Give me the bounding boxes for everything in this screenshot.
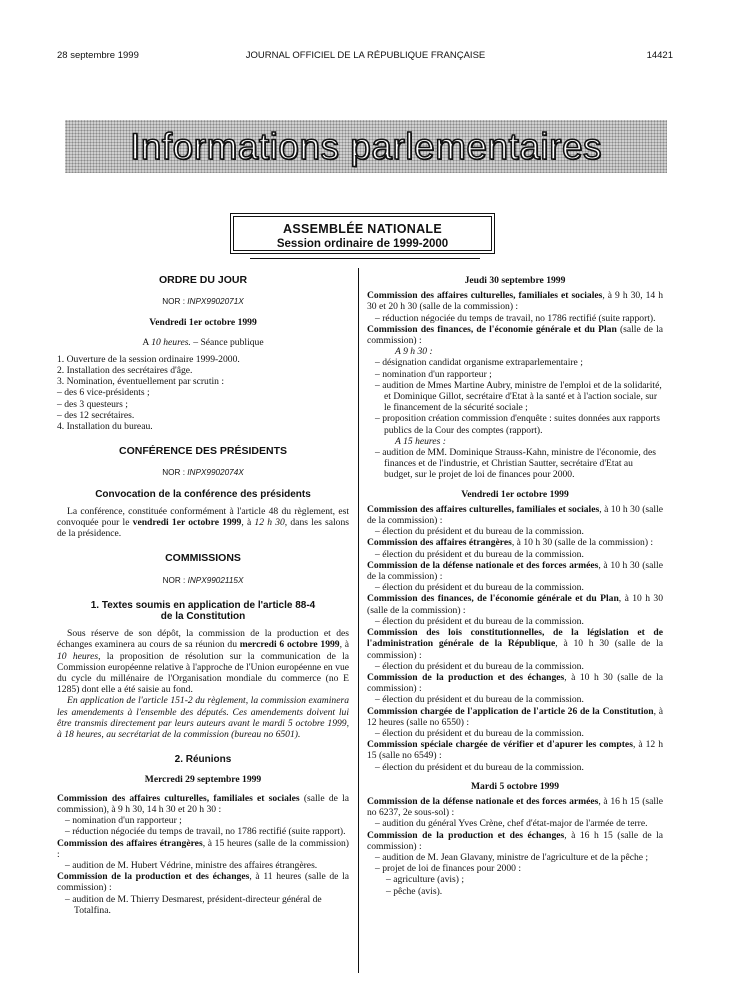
conference-text-b: vendredi 1er octobre 1999 <box>132 517 242 529</box>
ordre-day: Vendredi 1er octobre 1999 <box>149 317 257 329</box>
assembly-name: ASSEMBLÉE NATIONALE <box>283 222 442 236</box>
conference-text-d: 12 h 30 <box>254 517 285 529</box>
vendredi-commission-name: Commission des affaires étrangères <box>367 537 512 549</box>
conference-nor <box>57 467 349 478</box>
mercredi-c1-name: Commission des affaires culturelles, familiales et sociales <box>57 792 300 804</box>
vendredi-commission-rest: , à 10 h 30 (salle de la commission) : <box>367 559 663 583</box>
vendredi-commission-rest: , à 10 h 30 (salle de la commission) : <box>367 503 663 527</box>
mercredi-c2-item: – audition de M. Hubert Védrine, ministre des affaires étrangères. <box>65 859 318 871</box>
mardi-c2-subitem: – agriculture (avis) ; <box>386 874 465 886</box>
mercredi-c2-name: Commission des affaires étrangères <box>57 837 203 849</box>
vendredi-commission <box>367 672 663 694</box>
mardi-c1-item: – audition du général Yves Crène, chef d'état-major de l'armée de terre. <box>375 818 648 830</box>
vendredi-item: – élection du président et du bureau de la commission. <box>375 548 584 560</box>
conference-text-e: , dans les salons de la présidence. <box>57 517 349 540</box>
vendredi-item: – élection du président et du bureau de la commission. <box>375 727 584 739</box>
vendredi-item: – élection du président et du bureau de la commission. <box>375 526 584 538</box>
commissions-nor-code: INPX9902115X <box>187 575 244 585</box>
mercredi-c3-item: – audition de M. Thierry Desmarest, président-directeur général de Totalfina. <box>65 893 322 916</box>
mercredi-c1-rest: (salle de la commission), à 9 h 30, 14 h 30 et 20 h 30 : <box>57 792 350 815</box>
mercredi-day: Mercredi 29 septembre 1999 <box>144 773 262 785</box>
vendredi-commission <box>367 537 663 548</box>
ordre-time-a: A <box>142 336 149 348</box>
mardi-day: Mardi 5 octobre 1999 <box>470 780 560 792</box>
header-page-number: 14421 <box>646 50 673 61</box>
conference-text-a: La conférence, constituée conformément à l'article 48 du règlement, est convoquée pour le <box>57 505 349 529</box>
jeudi-c1-rest: , à 9 h 30, 14 h 30 et 20 h 30 (salle de la commission) : <box>367 290 664 313</box>
commissions-title: COMMISSIONS <box>165 552 241 565</box>
vendredi-item: – élection du président et du bureau de la commission. <box>375 660 584 672</box>
mardi-c1-name: Commission de la défense nationale et des forces armées <box>367 795 599 807</box>
vendredi-commission <box>367 504 663 526</box>
jeudi-c2-time-2: A 15 heures : <box>395 435 446 447</box>
jeudi-commission-2 <box>367 324 663 346</box>
jeudi-c2-item: – audition de MM. Dominique Strauss-Kahn, ministre de l'économie, des finances et de l'industrie, et Christian Sautter, secrétaire d'Etat au budget, sur le projet de loi de finances pour 2000. <box>375 447 656 481</box>
ordre-nor-label: NOR : <box>162 297 185 307</box>
ordre-time-b: 10 heures. <box>151 336 191 348</box>
ordre-item: 4. Installation du bureau. <box>57 421 153 433</box>
jeudi-c2-item: – proposition création commission d'enquête : suites données aux rapports publics de la Cour des comptes (rapport). <box>375 413 660 436</box>
jeudi-c2-item: – nomination d'un rapporteur ; <box>375 368 492 380</box>
textes-title-2: de la Constitution <box>160 611 246 623</box>
mercredi-c2-rest: , à 15 heures (salle de la commission) : <box>57 837 349 860</box>
mercredi-commission-2 <box>57 838 349 860</box>
mardi-c2-name: Commission de la production et des échanges <box>367 829 565 841</box>
header-journal-title: JOURNAL OFFICIEL DE LA RÉPUBLIQUE FRANÇAISE <box>245 50 486 61</box>
jeudi-c2-rest: (salle de la commission) : <box>367 323 663 347</box>
textes-paragraph-2: En application de l'article 151-2 du règlement, la commission examinera les amendements à l'ensemble des députés. Ces amendements doivent lui être transmis directement par leurs auteurs avant le mardi 5 octobre 1999, à 18 heures, au secrétariat de la commission (bureau no 6501). <box>57 695 349 741</box>
vendredi-commission-name: Commission des affaires culturelles, familiales et sociales <box>367 503 600 515</box>
vendredi-commission-rest: , à 10 h 30 (salle de la commission) : <box>511 537 654 549</box>
ordre-du-jour-title: ORDRE DU JOUR <box>158 274 248 286</box>
vendredi-commission-name: Commission des finances, de l'économie générale et du Plan <box>367 593 619 605</box>
jeudi-c2-name: Commission des finances, de l'économie générale et du Plan <box>367 323 617 335</box>
conference-title: CONFÉRENCE DES PRÉSIDENTS <box>118 445 288 458</box>
vendredi-commission-name: Commission de la défense nationale et des forces armées <box>367 559 599 571</box>
conference-text-c: , à <box>241 517 252 529</box>
textes-title-1: 1. Textes soumis en application de l'article 88-4 <box>90 599 316 611</box>
ordre-item: – des 6 vice-présidents ; <box>57 387 150 399</box>
reunions-title: 2. Réunions <box>174 754 232 766</box>
vendredi-commission-name: Commission des lois constitutionnelles, de la législation et de l'administration générale de la République <box>367 627 663 650</box>
header-rule <box>250 258 480 259</box>
mardi-c2-item: – projet de loi de finances pour 2000 : <box>375 863 522 875</box>
ordre-nor-code: INPX9902071X <box>187 297 244 307</box>
vendredi-commission-name: Commission spéciale chargée de vérifier et d'apurer les comptes <box>367 739 633 751</box>
jeudi-c2-item: – désignation candidat organisme extraparlementaire ; <box>375 357 583 369</box>
vendredi-item: – élection du président et du bureau de la commission. <box>375 582 584 594</box>
conference-subtitle: Convocation de la conférence des présidents <box>95 488 311 500</box>
ordre-time <box>57 337 349 348</box>
jeudi-c2-time-1: A 9 h 30 : <box>395 346 433 358</box>
vendredi-commission-rest: , à 10 h 30 (salle de la commission) : <box>367 671 664 695</box>
mercredi-commission-3 <box>57 871 349 893</box>
commissions-nor-label: NOR : <box>162 575 186 585</box>
vendredi-commission-rest: , à 10 h 30 (salle de la commission) : <box>367 593 663 616</box>
textes-p1-d: 10 heures <box>57 650 99 662</box>
textes-paragraph-1 <box>57 628 349 695</box>
vendredi-commission <box>367 706 663 728</box>
mardi-c1-rest: , à 16 h 15 (salle no 6237, 2e sous-sol) : <box>367 795 663 819</box>
mercredi-c3-name: Commission de la production et des échanges <box>57 871 250 883</box>
vendredi-commission <box>367 739 663 761</box>
mercredi-c3-rest: , à 11 heures (salle de la commission) : <box>57 871 350 894</box>
vendredi-commission <box>367 627 663 661</box>
right-column <box>367 275 663 897</box>
textes-p1-b: mercredi 6 octobre 1999 <box>239 639 340 651</box>
jeudi-c1-item: – réduction négociée du temps de travail, no 1786 rectifié (suite rapport). <box>375 312 656 324</box>
banner-title: Informations parlementaires <box>129 125 603 167</box>
vendredi-day: Vendredi 1er octobre 1999 <box>461 488 569 500</box>
mardi-c2-subitem: – pêche (avis). <box>386 885 443 897</box>
ordre-item: 3. Nomination, éventuellement par scrutin : <box>57 376 225 388</box>
vendredi-commission <box>367 593 663 615</box>
ordre-item: – des 3 questeurs ; <box>57 398 128 410</box>
vendredi-item: – élection du président et du bureau de la commission. <box>375 694 584 706</box>
jeudi-c1-name: Commission des affaires culturelles, familiales et sociales <box>367 290 603 302</box>
assembly-title-box-inner <box>233 216 492 251</box>
mardi-commission-2 <box>367 830 663 852</box>
jeudi-day: Jeudi 30 septembre 1999 <box>464 275 566 286</box>
mercredi-commission-1 <box>57 793 349 815</box>
vendredi-commission-name: Commission chargée de l'application de l'article 26 de la Constitution <box>367 705 654 717</box>
conference-text <box>57 506 349 540</box>
vendredi-commission-rest: , à 12 h 15 (salle no 6549) : <box>367 739 663 762</box>
mercredi-c1-item: – nomination d'un rapporteur ; <box>65 815 182 827</box>
ordre-item: – des 12 secrétaires. <box>57 409 135 421</box>
header-date: 28 septembre 1999 <box>57 50 139 61</box>
vendredi-item: – élection du président et du bureau de la commission. <box>375 761 584 773</box>
vendredi-item: – élection du président et du bureau de la commission. <box>375 615 584 627</box>
conference-nor-label: NOR : <box>162 468 185 478</box>
mardi-commission-1 <box>367 796 663 818</box>
mardi-c2-rest: , à 16 h 15 (salle de la commission) : <box>367 829 664 852</box>
column-divider <box>358 268 359 973</box>
mardi-c2-item: – audition de M. Jean Glavany, ministre de l'agriculture et de la pêche ; <box>375 851 649 863</box>
ordre-item: 1. Ouverture de la session ordinaire 1999-2000. <box>57 353 240 365</box>
ordre-item: 2. Installation des secrétaires d'âge. <box>57 365 193 377</box>
textes-p1-e: , la proposition de résolution sur la communication de la Commission européenne relative à l'approche de l'Union européenne en vue du cycle du millénaire de l'Organisation mondiale du commerce (no E 1285) dont elle a été saisie au fond. <box>57 650 349 696</box>
vendredi-commission-rest: , à 12 heures (salle no 6550) : <box>367 705 663 728</box>
commissions-nor <box>57 575 349 586</box>
ordre-nor <box>57 296 349 307</box>
textes-p1-c: , à <box>339 639 349 651</box>
vendredi-commission <box>367 560 663 582</box>
vendredi-commission-name: Commission de la production et des échanges <box>367 671 565 683</box>
textes-p1-a: Sous réserve de son dépôt, la commission de la production et des échanges examinera au cours de sa réunion du <box>57 628 349 651</box>
session-name: Session ordinaire de 1999-2000 <box>276 238 449 250</box>
section-banner <box>65 120 667 173</box>
jeudi-commission-1 <box>367 290 663 312</box>
assembly-title-box <box>230 213 495 254</box>
ordre-time-c: – Séance publique <box>193 336 264 348</box>
left-column <box>57 275 349 916</box>
conference-nor-code: INPX9902074X <box>187 468 244 478</box>
mercredi-c1-item: – réduction négociée du temps de travail, no 1786 rectifié (suite rapport). <box>65 826 346 838</box>
vendredi-commission-rest: , à 10 h 30 (salle de la commission) : <box>367 638 663 661</box>
jeudi-c2-item: – audition de Mmes Martine Aubry, ministre de l'emploi et de la solidarité, et Dominique Gillot, secrétaire d'Etat à la santé et à l'action sociale, sur le financement de la sécurité sociale ; <box>375 379 662 414</box>
